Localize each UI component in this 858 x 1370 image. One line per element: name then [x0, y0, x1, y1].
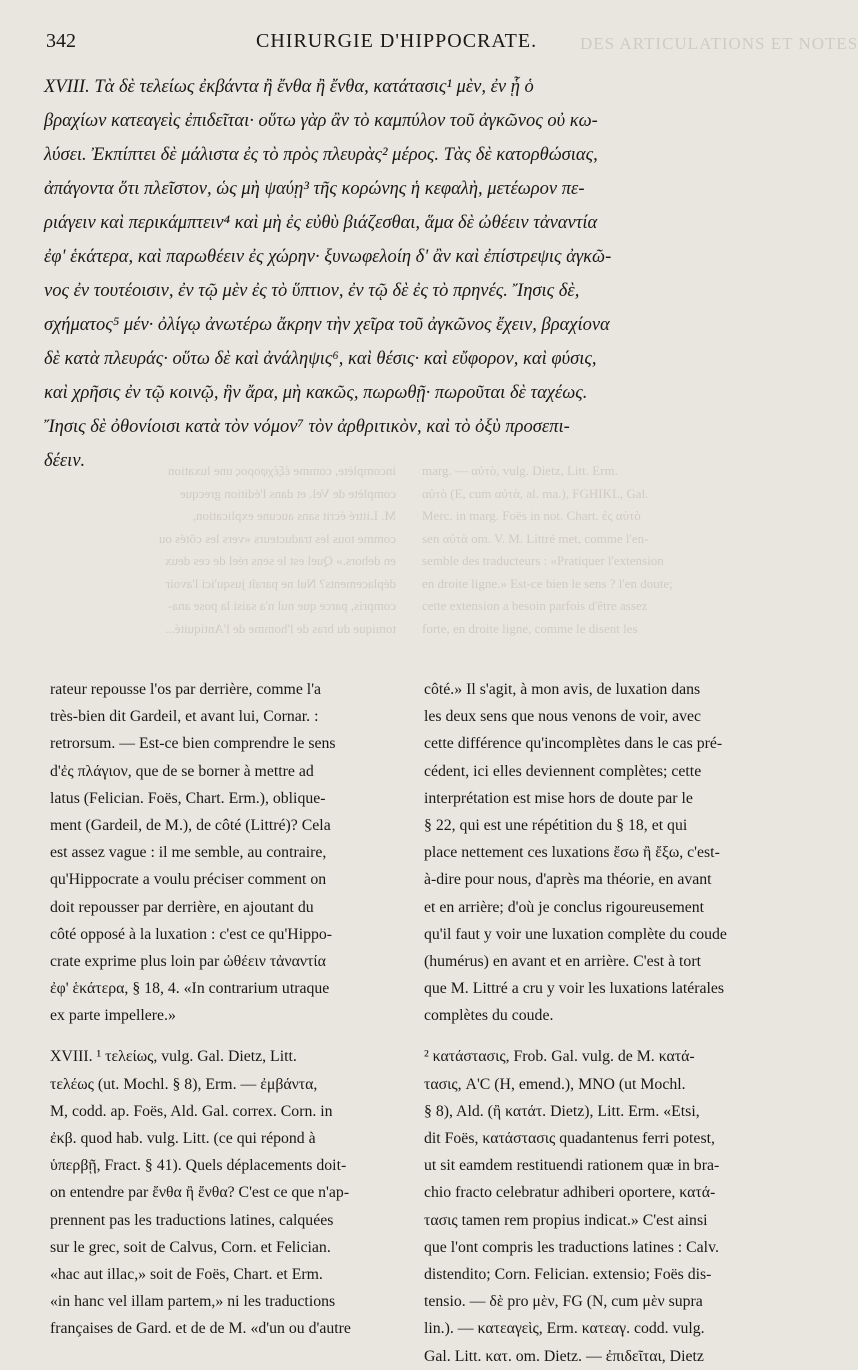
- greek-line: λύσει. Ἐκπίπτει δὲ μάλιστα ἐς τὸ πρὸς πλευρὰς² μέρος. Τὰς δὲ κατορθώσιας,: [44, 145, 598, 165]
- show-through-line: incomplète, comme ἐξέχφορος une luxation: [168, 463, 396, 478]
- note-line: distendito; Corn. Felician. extensio; Foës dis-: [424, 1265, 712, 1283]
- page-number: 342: [46, 30, 76, 52]
- note-line: côté opposé à la luxation : c'est ce qu'Hippo-: [50, 925, 333, 943]
- note-line: (humérus) en avant et en arrière. C'est à tort: [424, 952, 701, 970]
- show-through-line: forte, en droite ligne, comme le disent les: [422, 620, 638, 636]
- note-line: τελέως (ut. Mochl. § 8), Erm. — ἐμβάντα,: [50, 1075, 318, 1093]
- note-line: interprétation est mise hors de doute par le: [424, 789, 693, 807]
- note-line: que l'ont compris les traductions latines : Calv.: [424, 1238, 719, 1256]
- greek-line: XVIII. Τὰ δὲ τελείως ἐκβάντα ἢ ἔνθα ἢ ἔνθα, κατάτασις¹ μὲν, ἐν ᾗ ὁ: [44, 77, 534, 97]
- note-line: est assez vague : il me semble, au contraire,: [50, 844, 327, 862]
- note-line: ex parte impellere.»: [50, 1007, 176, 1025]
- greek-line: δὲ κατὰ πλευράς· οὕτω δὲ καὶ ἀνάληψις⁶, καὶ θέσις· καὶ εὔφορον, καὶ φύσις,: [44, 349, 597, 369]
- note-line: lin.). — κατεαγεὶς, Erm. κατεαγ. codd. vulg.: [424, 1320, 705, 1338]
- left-notes-column: [50, 676, 400, 1343]
- note-line: «hac aut illac,» soit de Foës, Chart. et Erm.: [50, 1265, 323, 1283]
- note-line: les deux sens que nous venons de voir, avec: [424, 708, 702, 726]
- note-line: latus (Felician. Foës, Chart. Erm.), oblique-: [50, 789, 326, 807]
- note-line: ² κατάστασις, Frob. Gal. vulg. de M. κατά-: [424, 1048, 695, 1066]
- note-line: ἐφ' ἑκάτερα, § 18, 4. «In contrarium utraque: [50, 980, 330, 998]
- right-paragraph-1: [424, 676, 774, 1029]
- note-line: ut sit eamdem restituendi rationem quæ in bra-: [424, 1157, 720, 1175]
- note-line: Gal. Litt. κατ. om. Dietz. — ἐπιδεῖται, Dietz: [424, 1347, 704, 1365]
- note-line: XVIII. ¹ τελείως, vulg. Gal. Dietz, Litt.: [50, 1048, 297, 1066]
- paragraph-gap: [424, 1029, 774, 1043]
- show-through-line: semble des traducteurs : «Pratiquer l'extension: [422, 553, 664, 568]
- greek-line: σχήματος⁵ μέν· ὀλίγῳ ἀνωτέρω ἄκρην τὴν χεῖρα τοῦ ἀγκῶνος ἔχειν, βραχίονα: [44, 315, 610, 335]
- note-line: dit Foës, κατάστασις quadantenus ferri potest,: [424, 1130, 715, 1147]
- note-line: crate exprime plus loin par ὠθέειν τἀναντία: [50, 952, 326, 970]
- greek-line: βραχίων κατεαγεὶς ἐπιδεῖται· οὕτω γὰρ ἂν τὸ καμπύλον τοῦ ἀγκῶνος οὐ κω-: [44, 111, 598, 131]
- note-line: § 8), Ald. (ἢ κατάτ. Dietz), Litt. Erm. «Etsi,: [424, 1102, 700, 1120]
- note-line: à-dire pour nous, d'après ma théorie, en avant: [424, 871, 712, 889]
- note-line: qu'il faut y voir une luxation complète du coude: [424, 925, 727, 943]
- right-paragraph-2: [424, 1043, 774, 1369]
- note-line: qu'Hippocrate a voulu préciser comment on: [50, 871, 327, 889]
- greek-line: νος ἐν τουτέοισιν, ἐν τῷ μὲν ἐς τὸ ὕπτιον, ἐν τῷ δὲ ἐς τὸ πρηνές. Ἴησις δὲ,: [44, 281, 580, 301]
- note-line: françaises de Gard. et de de M. «d'un ou d'autre: [50, 1320, 351, 1338]
- note-line: tensio. — δὲ pro μὲν, FG (N, cum μὲν supra: [424, 1293, 703, 1311]
- note-line: «in hanc vel illam partem,» ni les traductions: [50, 1293, 336, 1311]
- right-notes-column: [424, 676, 774, 1370]
- left-paragraph-2: [50, 1043, 400, 1342]
- greek-line: ριάγειν καὶ περικάμπτειν⁴ καὶ μὴ ἐς εὐθὺ βιάζεσθαι, ἅμα δὲ ὠθέειν τἀναντία: [44, 213, 598, 233]
- greek-line: δέειν.: [44, 451, 86, 471]
- show-through-line: sen αὐτὰ om. V. M. Littré met, comme l'en-: [422, 530, 649, 546]
- show-through-line: Merc. in marg. Foës in not. Chart. ἐς αὐτὸ: [422, 508, 641, 523]
- note-line: d'ἐς πλάγιον, que de se borner à mettre ad: [50, 762, 314, 780]
- note-line: très-bien dit Gardeil, et avant lui, Cornar. :: [50, 708, 319, 726]
- note-line: τασις tamen rem propius indicat.» C'est ainsi: [424, 1211, 708, 1229]
- running-header: [0, 30, 800, 56]
- note-line: complètes du coude.: [424, 1007, 554, 1025]
- show-through-left-block: [422, 460, 782, 640]
- show-through-line: αὐτὸ (E, cum αὐτὰ, al. ma.), FGHIKL, Gal.: [422, 485, 649, 501]
- note-line: cédent, ici elles deviennent complètes; cette: [424, 762, 702, 780]
- show-through-line: en droite ligne.» Est-ce bien le sens ? l'en doute;: [422, 575, 673, 591]
- note-line: sur le grec, soit de Calvus, Corn. et Felician.: [50, 1238, 331, 1256]
- show-through-line: cette extension a besoin parfois d'être assez: [422, 598, 648, 613]
- show-through-title: DES ARTICULATIONS ET NOTES: [580, 34, 858, 53]
- show-through-line: comme tous les traducteurs «vers les côtés ou: [158, 530, 396, 546]
- greek-line: Ἴησις δὲ ὀθονίοισι κατὰ τὸν νόμον⁷ τὸν ἀρθριτικὸν, καὶ τὸ ὀξὺ προσεπι-: [44, 417, 570, 437]
- show-through-line: déplacements? Nul ne paraît jusqu'ici l'avoir: [165, 575, 396, 591]
- greek-line: ἀπάγοντα ὅτι πλεῖστον, ὡς μὴ ψαύῃ³ τῆς κορώνης ἡ κεφαλὴ, μετέωρον πε-: [44, 179, 585, 199]
- show-through-line: complète de Vel. et dans l'édition grecque: [179, 485, 396, 501]
- note-line: côté.» Il s'agit, à mon avis, de luxation dans: [424, 681, 701, 698]
- show-through-line: compris, parce que nul n'a saisi la pose ana-: [168, 598, 396, 613]
- note-line: retrorsum. — Est-ce bien comprendre le sens: [50, 735, 336, 753]
- paragraph-gap: [50, 1029, 400, 1043]
- left-paragraph-1: [50, 676, 400, 1029]
- note-line: τασις, A'C (H, emend.), MNO (ut Mochl.: [424, 1075, 686, 1093]
- show-through-line: en dehors.» Quel est le sens réel de ces deux: [164, 553, 396, 568]
- note-line: § 22, qui est une répétition du § 18, et qui: [424, 816, 688, 834]
- note-line: rateur repousse l'os par derrière, comme l'a: [50, 681, 322, 698]
- note-line: M, codd. ap. Foës, Ald. Gal. correx. Corn. in: [50, 1102, 333, 1120]
- note-line: doit repousser par derrière, en ajoutant du: [50, 898, 314, 916]
- note-line: ἐκβ. quod hab. vulg. Litt. (ce qui répond à: [50, 1130, 316, 1147]
- note-line: on entendre par ἔνθα ἢ ἔνθα? C'est ce que n'ap-: [50, 1184, 350, 1202]
- greek-line: ἐφ' ἑκάτερα, καὶ παρωθέειν ἐς χώρην· ξυνωφελοίη δ' ἂν καὶ ἐπίστρεψις ἀγκῶ-: [44, 247, 612, 267]
- greek-text-block: [44, 70, 772, 478]
- show-through-right-block: [46, 460, 396, 640]
- show-through-line: M. Littré écrit sans aucune explication,: [192, 508, 396, 523]
- note-line: place nettement ces luxations ἔσω ἢ ἔξω, c'est-: [424, 844, 720, 862]
- note-line: cette différence qu'incomplètes dans le cas pré-: [424, 735, 723, 753]
- note-line: ment (Gardeil, de M.), de côté (Littré)? Cela: [50, 816, 331, 834]
- running-title: CHIRURGIE D'HIPPOCRATE.: [256, 30, 538, 52]
- show-through-line: marg. — αὐτὸ, vulg. Dietz, Litt. Erm.: [422, 463, 618, 478]
- show-through-line: tomique du bras de l'homme de l'Antiquité...: [164, 620, 396, 636]
- note-line: chio fracto celebratur adhiberi oportere, κατά-: [424, 1184, 716, 1202]
- greek-line: καὶ χρῆσις ἐν τῷ κοινῷ, ἣν ἄρα, μὴ κακῶς, πωρωθῇ· πωροῦται δὲ ταχέως.: [44, 383, 588, 403]
- note-line: ὑπερβῇ, Fract. § 41). Quels déplacements doit-: [50, 1157, 347, 1175]
- note-line: que M. Littré a cru y voir les luxations latérales: [424, 980, 725, 998]
- note-line: prennent pas les traductions latines, calquées: [50, 1211, 334, 1229]
- note-line: et en arrière; d'où je conclus rigoureusement: [424, 898, 705, 916]
